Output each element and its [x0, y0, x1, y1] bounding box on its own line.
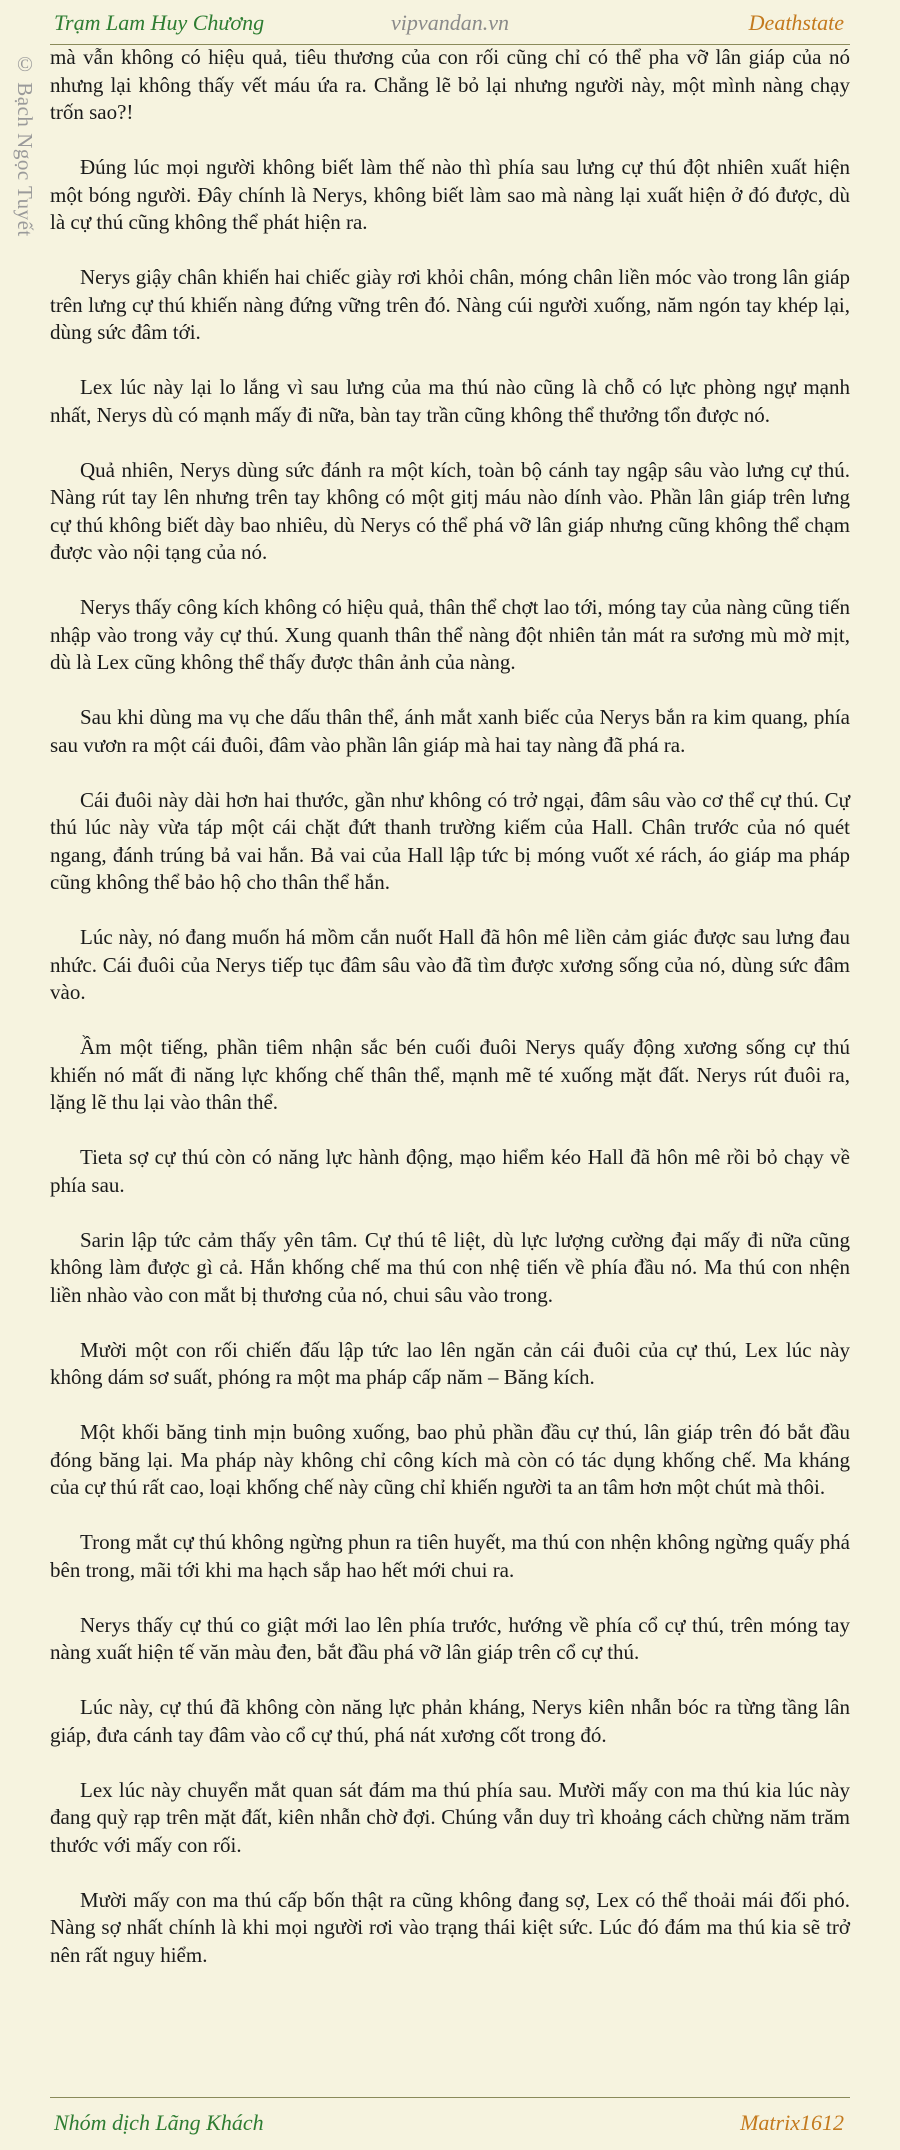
footer-editor: Matrix1612 [740, 2110, 844, 2135]
paragraph: Sarin lập tức cảm thấy yên tâm. Cự thú tê liệt, dù lực lượng cường đại mấy đi nữa cũng không làm được gì cả. Hắn khống chế ma thú con nhệ tiến về phía đầu nó. Ma thú con nhện liền nhào vào con mắt bị thương của nó, chui sâu vào trong. [50, 1227, 850, 1307]
paragraph: Lúc này, nó đang muốn há mồm cắn nuốt Hall đã hôn mê liền cảm giác được sau lưng đau nhức. Cái đuôi của Nerys tiếp tục đâm sâu vào đã tìm được xương sống của nó, dùng sức đâm vào. [50, 925, 850, 1004]
paragraph: Trong mắt cự thú không ngừng phun ra tiên huyết, ma thú con nhện không ngừng quấy phá bên trong, mãi tới khi ma hạch sắp hao hết mới chui ra. [50, 1530, 850, 1582]
copyright-watermark: © Bạch Ngọc Tuyết [13, 52, 37, 237]
paragraph: Mười một con rối chiến đấu lập tức lao lên ngăn cản cái đuôi của cự thú, Lex lúc này không dám sơ suất, phóng ra một ma pháp cấp năm – Băng kích. [50, 1337, 850, 1389]
paragraph: Cái đuôi này dài hơn hai thước, gần như không có trở ngại, đâm sâu vào cơ thể cự thú. Cự thú lúc này vừa táp một cái chặt đứt thanh trường kiếm của Hall. Chân trước của nó quét ngang, đánh trúng bả vai hắn. Bả vai của Hall lập tức bị móng vuốt xé rách, áo giáp ma pháp cũng không thể bảo hộ cho thân thể hắn. [50, 787, 850, 894]
paragraph: Tieta sợ cự thú còn có năng lực hành động, mạo hiểm kéo Hall đã hôn mê rồi bỏ chạy về phía sau. [50, 1145, 850, 1197]
page-footer [50, 2097, 850, 2148]
paragraph: Ầm một tiếng, phần tiêm nhận sắc bén cuối đuôi Nerys quấy động xương sống cự thú khiến nó mất đi năng lực khống chế thân thể, mạnh mẽ té xuống mặt đất. Nerys rút đuôi ra, lặng lẽ thu lại vào thân thể. [50, 1035, 850, 1114]
paragraph: Lex lúc này chuyển mắt quan sát đám ma thú phía sau. Mười mấy con ma thú kia lúc này đang quỳ rạp trên mặt đất, kiên nhẫn chờ đợi. Chúng vẫn duy trì khoảng cách chừng năm trăm thước với mấy con rối. [50, 1777, 850, 1857]
paragraph: Nerys thấy công kích không có hiệu quả, thân thể chợt lao tới, móng tay của nàng cũng tiến nhập vào trong vảy cự thú. Xung quanh thân thể nàng đột nhiên tản mát ra sương mù mờ mịt, dù là Lex cũng không thể thấy được thân ảnh của nàng. [50, 595, 850, 674]
header-url: vipvandan.vn [391, 10, 509, 35]
header-title: Deathstate [748, 10, 844, 35]
paragraph: Sau khi dùng ma vụ che dấu thân thể, ánh mắt xanh biếc của Nerys bắn ra kim quang, phía sau vươn ra một cái đuôi, đâm vào phần lân giáp mà hai tay nàng đã phá ra. [50, 705, 850, 757]
chapter-body [50, 44, 850, 1997]
paragraph: mà vẫn không có hiệu quả, tiêu thương của con rối cũng chỉ có thể pha vỡ lân giáp của nó nhưng lại không thấy vết máu ứa ra. Chẳng lẽ bỏ lại nhưng người này, một mình nàng chạy trốn sao?! [50, 45, 850, 124]
paragraph: Quả nhiên, Nerys dùng sức đánh ra một kích, toàn bộ cánh tay ngập sâu vào lưng cự thú. Nàng rút tay lên nhưng trên tay không có một gitj máu nào dính vào. Phần lân giáp trên lưng cự thú không biết dày bao nhiêu, dù Nerys có thể phá vỡ lân giáp nhưng cũng không thể chạm được vào nội tạng của nó. [50, 457, 850, 564]
paragraph: Mười mấy con ma thú cấp bốn thật ra cũng không đang sợ, Lex có thể thoải mái đối phó. Nàng sợ nhất chính là khi mọi người rơi vào trạng thái kiệt sức. Lúc đó đám ma thú kia sẽ trở nên rất nguy hiểm. [50, 1887, 850, 1967]
footer-translator-group: Nhóm dịch Lãng Khách [54, 2110, 264, 2135]
paragraph: Lúc này, cự thú đã không còn năng lực phản kháng, Nerys kiên nhẫn bóc ra từng tầng lân giáp, đưa cánh tay đâm vào cổ cự thú, phá nát xương cốt trong đó. [50, 1695, 850, 1747]
paragraph: Một khối băng tinh mịn buông xuống, bao phủ phần đầu cự thú, lân giáp trên đó bắt đầu đóng băng lại. Ma pháp này không chỉ công kích mà còn có tác dụng khống chế. Ma kháng của cự thú rất cao, loại khống chế này cũng chỉ khiến người ta an tâm hơn một chút mà thôi. [50, 1420, 850, 1499]
page-header [50, 0, 850, 45]
paragraph: Đúng lúc mọi người không biết làm thế nào thì phía sau lưng cự thú đột nhiên xuất hiện một bóng người. Đây chính là Nerys, không biết làm sao mà nàng lại xuất hiện ở đó được, dù là cự thú cũng không thể phát hiện ra. [50, 155, 850, 234]
paragraph: Nerys thấy cự thú co giật mới lao lên phía trước, hướng về phía cổ cự thú, trên móng tay nàng xuất hiện tế văn màu đen, bắt đầu phá vỡ lân giáp trên cổ cự thú. [50, 1612, 850, 1664]
paragraph: Lex lúc này lại lo lắng vì sau lưng của ma thú nào cũng là chỗ có lực phòng ngự mạnh nhất, Nerys dù có mạnh mấy đi nữa, bàn tay trần cũng không thể thưởng tổn được nó. [50, 375, 850, 427]
header-site-name: Trạm Lam Huy Chương [54, 10, 265, 35]
paragraph: Nerys giậy chân khiến hai chiếc giày rơi khỏi chân, móng chân liền móc vào trong lân giáp trên lưng cự thú khiến nàng đứng vững trên đó. Nàng cúi người xuống, năm ngón tay khép lại, dùng sức đâm tới. [50, 265, 850, 344]
